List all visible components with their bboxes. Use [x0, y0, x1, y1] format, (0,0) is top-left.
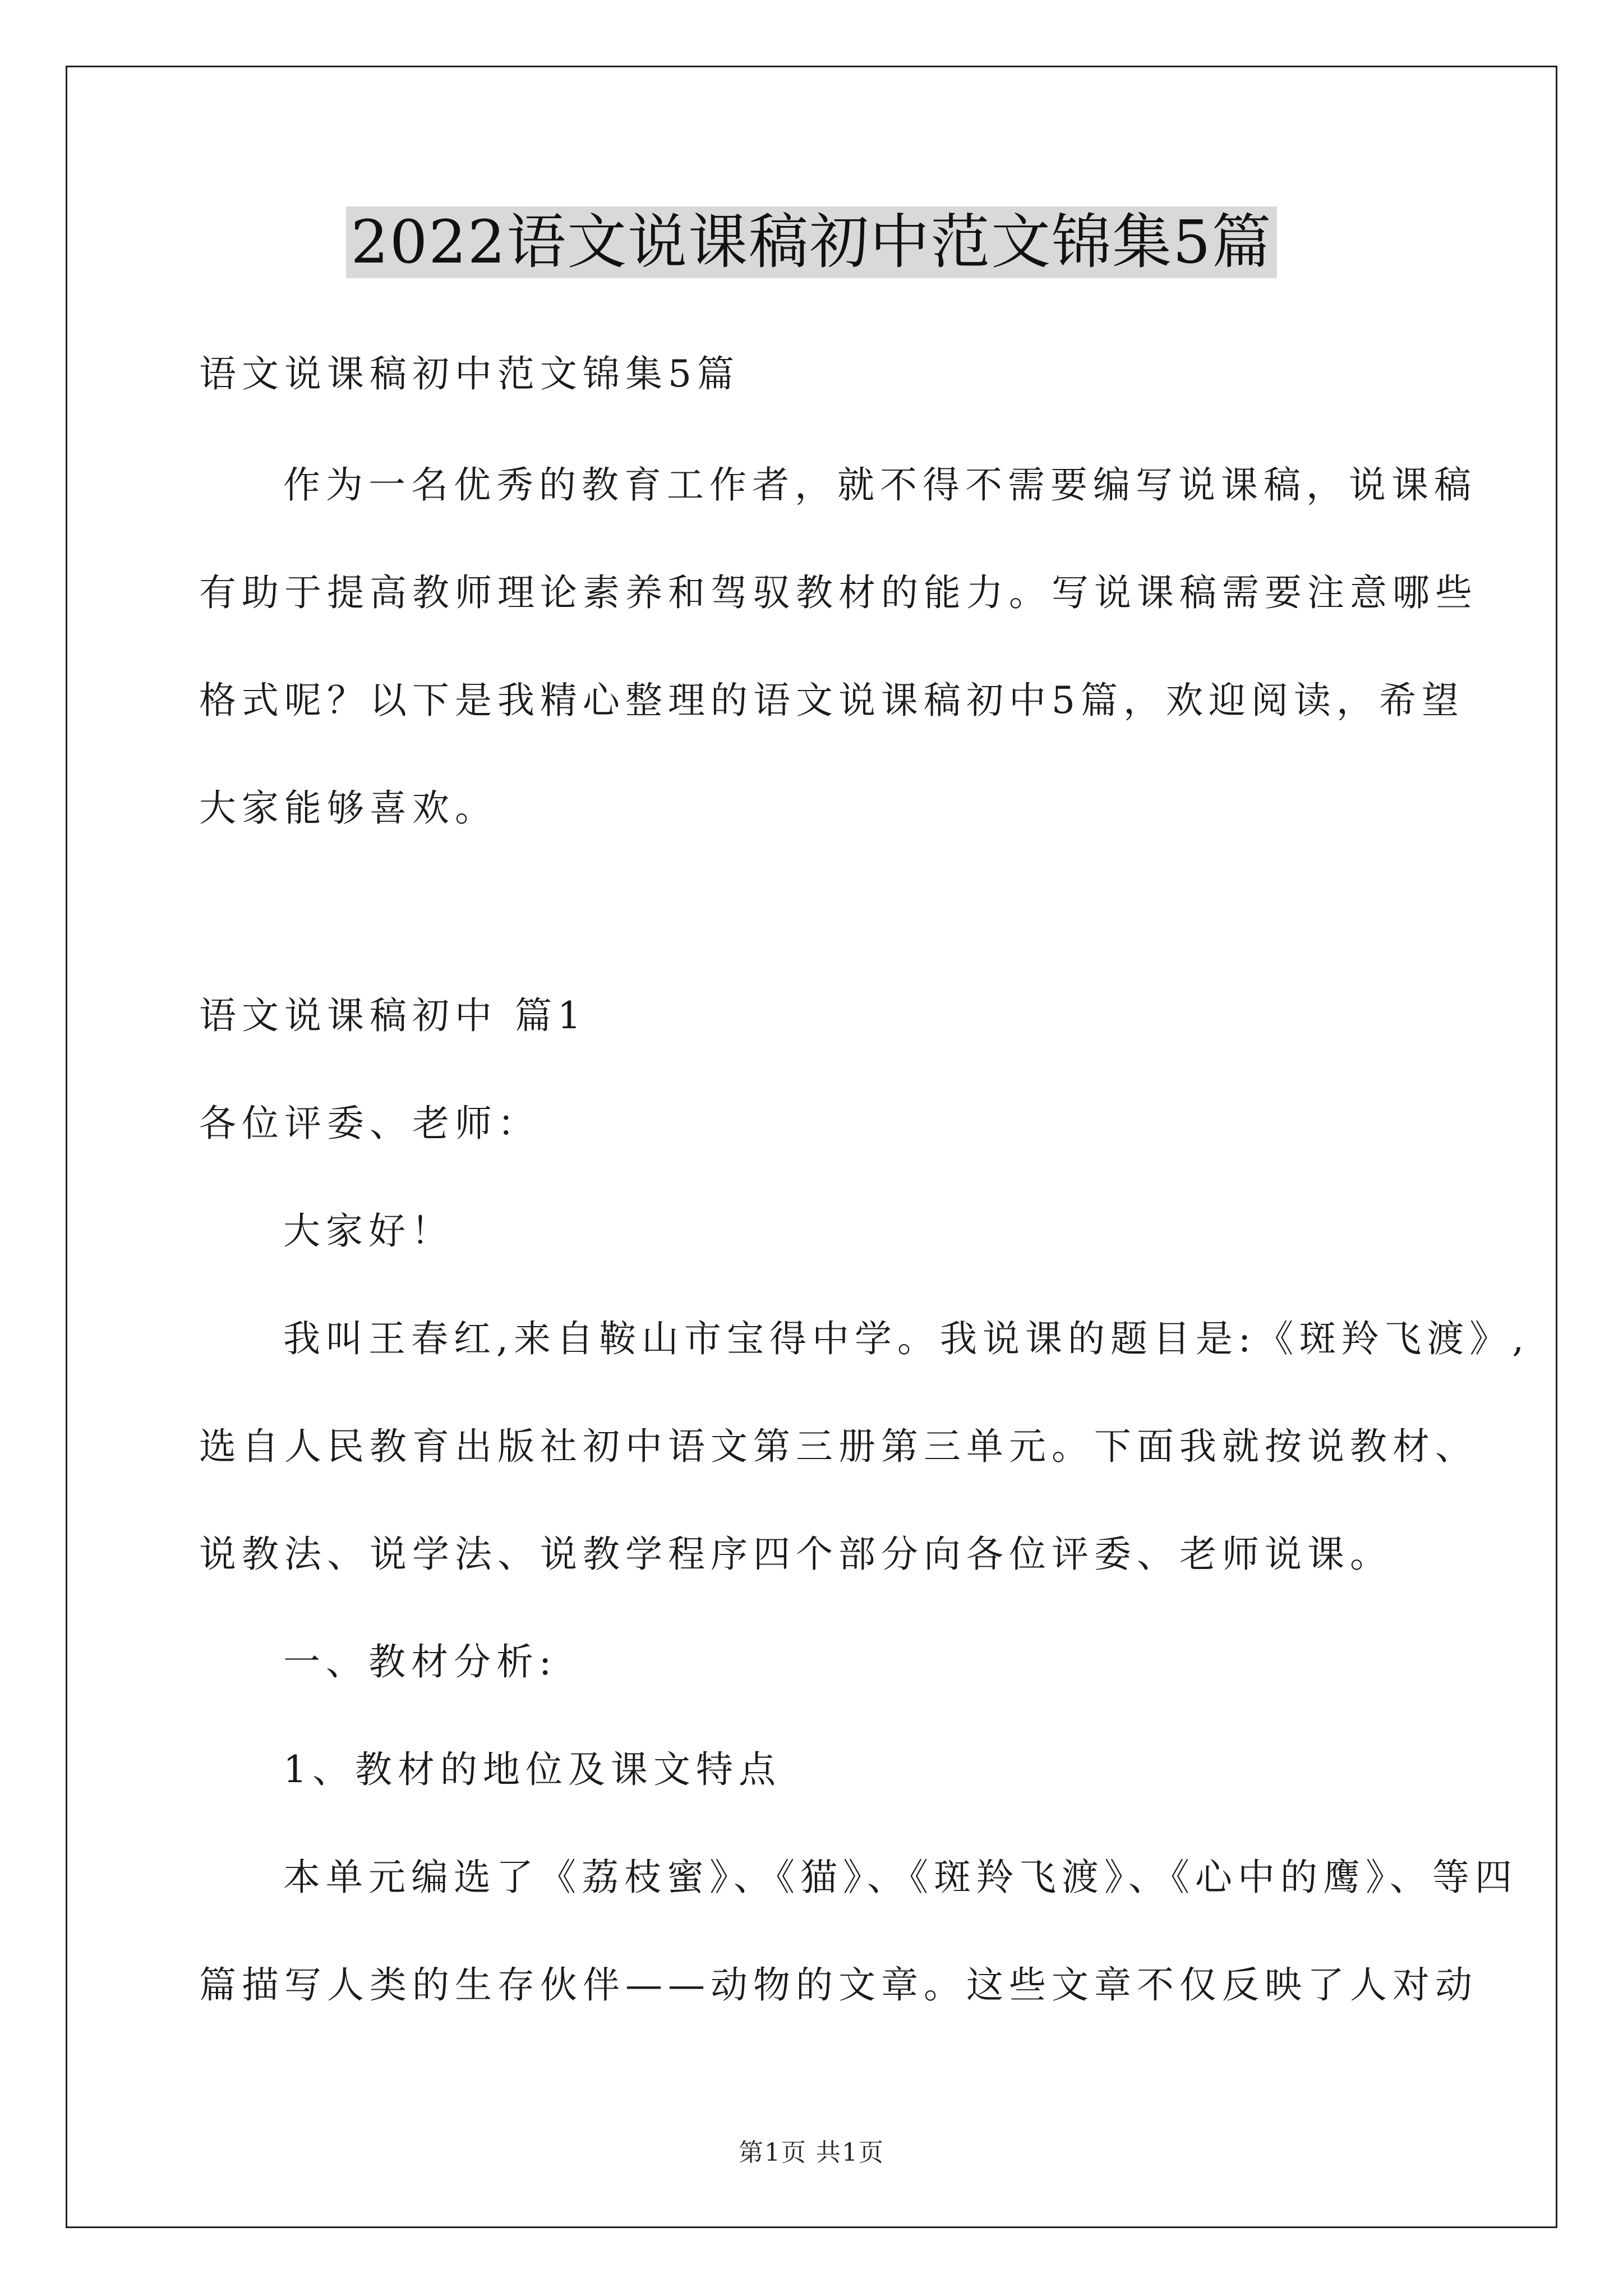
paragraph-line: 篇描写人类的生存伙伴——动物的文章。这些文章不仅反映了人对动 — [199, 1963, 1478, 2007]
paragraph-line: 本单元编选了《荔枝蜜》、《猫》、《斑羚飞渡》、《心中的鹰》、等四 — [283, 1856, 1518, 1899]
subtitle-line: 语文说课稿初中范文锦集5篇 — [199, 352, 740, 395]
salutation-line: 各位评委、老师： — [199, 1102, 540, 1145]
paragraph-line: 作为一名优秀的教育工作者，就不得不需要编写说课稿，说课稿 — [283, 463, 1477, 507]
paragraph-line: 格式呢？以下是我精心整理的语文说课稿初中5篇，欢迎阅读，希望 — [199, 679, 1464, 722]
paragraph-line: 说教法、说学法、说教学程序四个部分向各位评委、老师说课。 — [199, 1533, 1393, 1576]
document-title: 2022语文说课稿初中范文锦集5篇 — [346, 206, 1276, 278]
page-footer: 第1页 共1页 — [739, 2138, 884, 2167]
paragraph-line: 选自人民教育出版社初中语文第三册第三单元。下面我就按说教材、 — [199, 1425, 1478, 1468]
paragraph-line: 我叫王春红,来自鞍山市宝得中学。我说课的题目是:《斑羚飞渡》, — [283, 1317, 1530, 1360]
section-heading: 语文说课稿初中 篇1 — [199, 994, 587, 1037]
section-subheading: 1、教材的地位及课文特点 — [283, 1748, 781, 1791]
paragraph-line: 大家能够喜欢。 — [199, 786, 497, 830]
paragraph-line: 有助于提高教师理论素养和驾驭教材的能力。写说课稿需要注意哪些 — [199, 571, 1478, 614]
title-container — [0, 206, 1623, 278]
section-subheading: 一、教材分析: — [283, 1640, 557, 1683]
paragraph-line: 大家好！ — [283, 1209, 454, 1253]
